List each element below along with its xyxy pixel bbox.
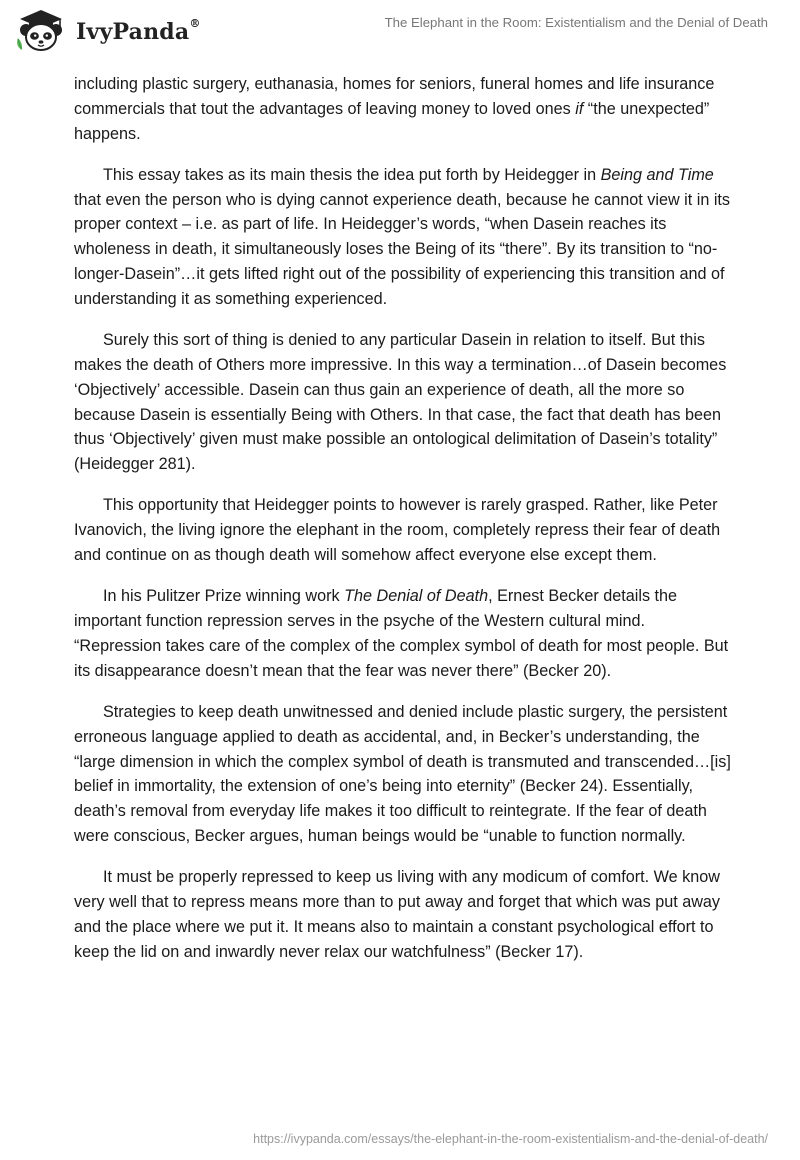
page-header	[0, 0, 800, 66]
paragraph-1: including plastic surgery, euthanasia, homes for seniors, funeral homes and life insurance commercials that tout the advantages of leaving money to loved ones if “the unexpected” happens.	[74, 75, 715, 143]
document-title: The Elephant in the Room: Existentialism and the Denial of Death	[384, 15, 768, 30]
paragraph-5: In his Pulitzer Prize winning work The Denial of Death, Ernest Becker details the important function repression serves in the psyche of the Western cultural mind. “Repression takes care of the complex of the complex symbol of death for most people. But its disappearance doesn’t mean that the fear was never there” (Becker 20).	[74, 587, 729, 680]
brand-name: IvyPanda®	[76, 16, 201, 45]
paragraph-4: This opportunity that Heidegger points to however is rarely grasped. Rather, like Peter Ivanovich, the living ignore the elephant in the room, completely repress their fear of death and continue on as though death will somehow affect everyone else except them.	[74, 496, 721, 565]
paragraph-3: Surely this sort of thing is denied to any particular Dasein in relation to itself. But this makes the death of Others more impressive. In this way a termination…of Dasein becomes ‘Objectively’ accessible. Dasein can thus gain an experience of death, all the more so because Dasein is essentially Being with Others. In that case, the fact that death has been thus ‘Objectively’ given must make possible an ontological delimitation of Dasein’s totality” (Heidegger 281).	[74, 331, 727, 474]
paragraph-2: This essay takes as its main thesis the idea put forth by Heidegger in Being and Time that even the person who is dying cannot experience death, because he cannot view it in its proper context – i.e. as part of life. In Heidegger’s words, “when Dasein reaches its wholeness in death, it simultaneously loses the Being of its “there”. By its transition to “no-longer-Dasein”…it gets lifted right out of the possibility of experiencing this transition and of understanding it as something experienced.	[74, 165, 731, 308]
essay-body	[74, 72, 734, 981]
paragraph-7: It must be properly repressed to keep us living with any modicum of comfort. We know very well that to repress means more than to put away and forget that which was put away and the place where we put it. It means also to maintain a constant psychological effort to keep the lid on and inwardly never relax our watchfulness” (Becker 17).	[74, 868, 721, 961]
paragraph-6: Strategies to keep death unwitnessed and denied include plastic surgery, the persistent erroneous language applied to death as accidental, and, in Becker’s understanding, the “large dimension in which the complex symbol of death is transmuted and transcended…[is] belief in immortality, the extension of one’s being into eternity” (Becker 24). Essentially, death’s removal from everyday life makes it too difficult to reintegrate. If the fear of death were conscious, Becker argues, human beings would be “unable to function normally.	[74, 703, 731, 846]
panda-graduate-icon	[14, 8, 68, 52]
source-url-link[interactable]: https://ivypanda.com/essays/the-elephant-in-the-room-existentialism-and-the-denial-of-death/	[253, 1132, 768, 1146]
ivypanda-logo[interactable]	[14, 8, 201, 52]
